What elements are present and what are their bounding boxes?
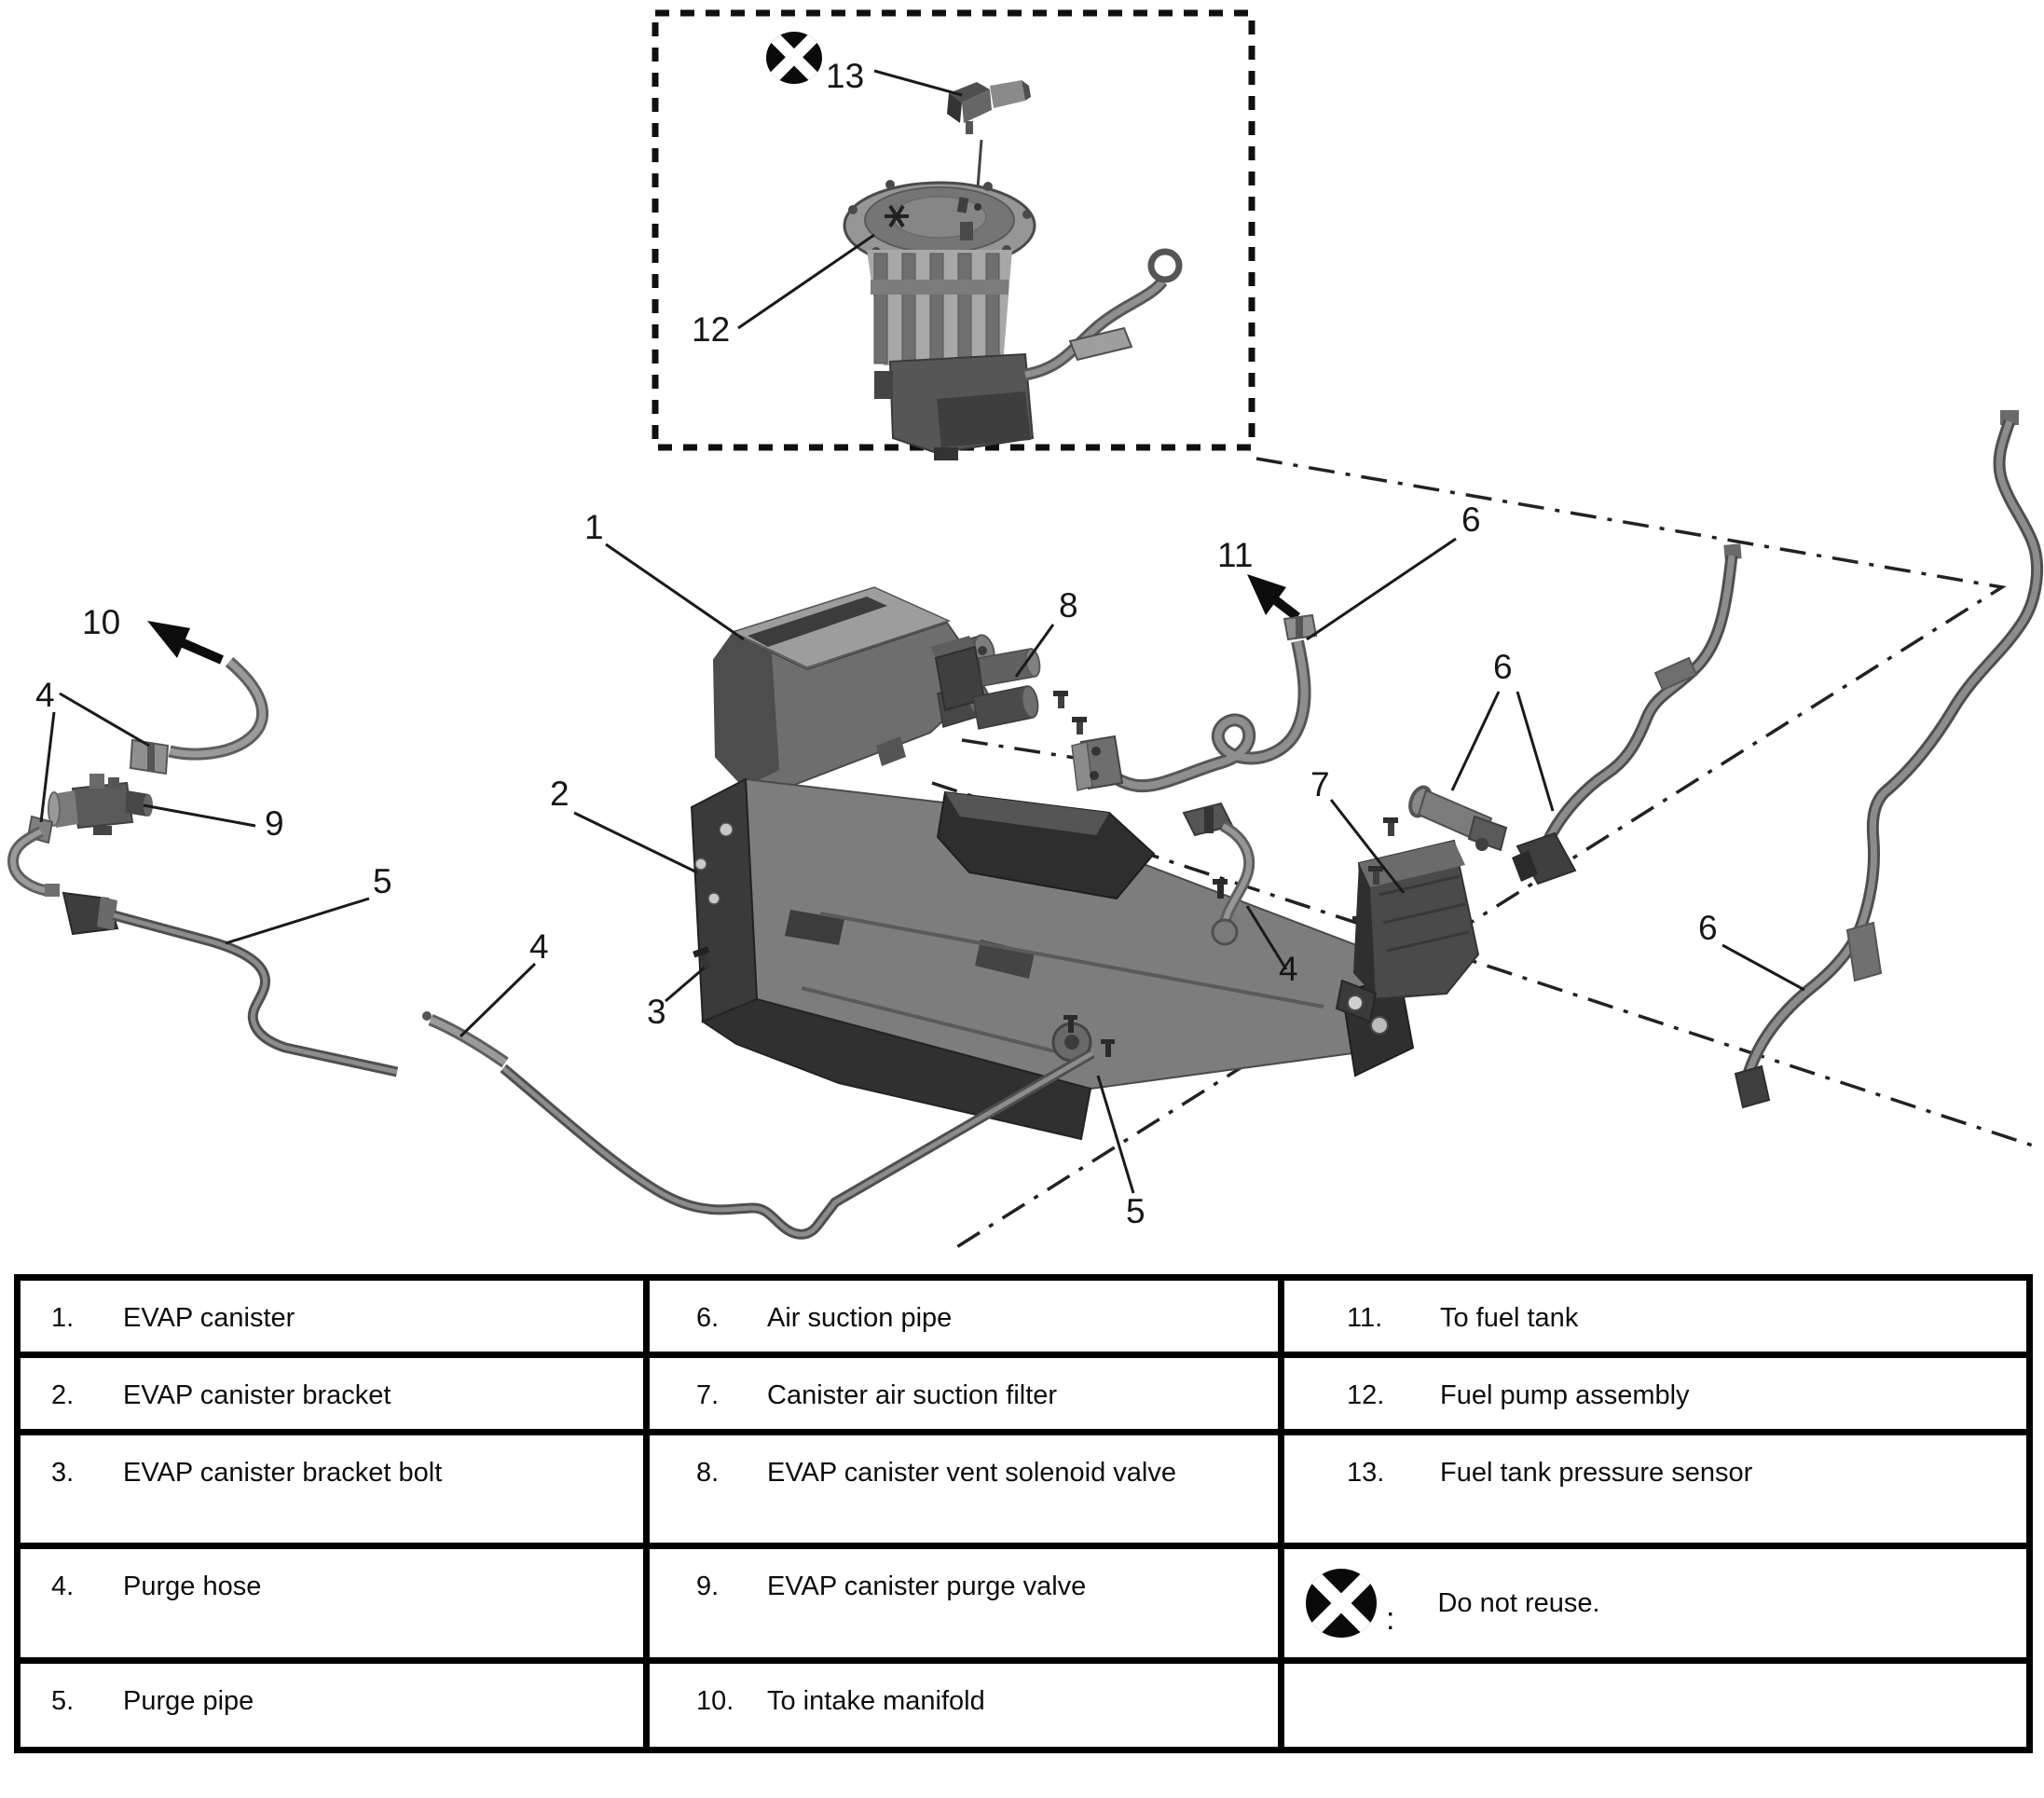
do-not-reuse-icon — [761, 24, 828, 90]
legend-item-5: 5. Purge pipe — [51, 1686, 254, 1716]
callout-6a: 6 — [1461, 501, 1481, 539]
do-not-reuse-colon: : — [1386, 1600, 1395, 1637]
leader-12 — [738, 235, 874, 328]
air-suction-pipe-long-left — [1512, 543, 1742, 884]
callout-4a: 4 — [35, 676, 55, 714]
callout-13: 13 — [826, 57, 865, 95]
table-row — [21, 1543, 2026, 1657]
table-row — [21, 1429, 2026, 1543]
do-not-reuse-icon — [1304, 1567, 1379, 1640]
legend-item-11: 11. To fuel tank — [1278, 1281, 2020, 1352]
legend-item-do-not-reuse — [1278, 1549, 2020, 1657]
purge-pipe-left — [63, 893, 397, 1072]
evap-canister-purge-valve — [48, 774, 153, 835]
callout-6b: 6 — [1493, 648, 1513, 686]
evap-canister-bracket — [692, 779, 1413, 1139]
canister-air-suction-filter — [1337, 817, 1478, 1022]
callout-2: 2 — [550, 775, 569, 813]
callout-12: 12 — [692, 310, 731, 349]
table-row — [21, 1657, 2026, 1747]
callout-4b: 4 — [529, 927, 549, 966]
air-suction-pipe-long-right — [1735, 410, 2037, 1107]
valve-screws — [1053, 691, 1087, 734]
callout-3: 3 — [647, 993, 666, 1031]
air-suction-pipe-elbow — [1406, 785, 1506, 851]
leader-13 — [874, 71, 962, 95]
purge-hose-center — [422, 1011, 505, 1063]
callout-6c: 6 — [1698, 909, 1718, 947]
table-row — [21, 1281, 2026, 1352]
purge-hose-lower-left — [13, 817, 60, 897]
legend-item-6: 6. Air suction pipe — [643, 1281, 1278, 1352]
fuel-pump-inset-box — [655, 13, 1252, 460]
callout-8: 8 — [1059, 586, 1078, 624]
callout-10: 10 — [82, 603, 121, 641]
callout-1: 1 — [584, 508, 604, 546]
legend-item-12: 12. Fuel pump assembly — [1278, 1358, 2020, 1429]
legend-item-10: 10. To intake manifold — [643, 1664, 1278, 1747]
purge-hose-upper-left — [130, 662, 263, 774]
callout-11: 11 — [1217, 536, 1254, 574]
air-suction-pipe-to-tank — [1072, 615, 1316, 790]
legend-item-3: 3. EVAP canister bracket bolt — [51, 1458, 443, 1488]
callout-5a: 5 — [373, 862, 392, 900]
callout-5b: 5 — [1126, 1192, 1145, 1230]
legend-item-2: 2. EVAP canister bracket — [51, 1380, 391, 1410]
fuel-pump-assembly — [844, 180, 1179, 460]
fuel-tank-pressure-sensor — [947, 80, 1031, 188]
table-row — [21, 1352, 2026, 1429]
legend-item-13: 13. Fuel tank pressure sensor — [1278, 1435, 2020, 1543]
arrow-to-intake-manifold — [147, 621, 222, 660]
legend-item-empty — [1278, 1664, 2020, 1747]
legend-item-8: 8. EVAP canister vent solenoid valve — [643, 1435, 1278, 1543]
do-not-reuse-label: Do not reuse. — [1437, 1588, 1600, 1618]
callout-9: 9 — [265, 804, 284, 843]
legend-item-7: 7. Canister air suction filter — [643, 1358, 1278, 1429]
legend-item-9: 9. EVAP canister purge valve — [643, 1549, 1278, 1657]
legend-item-4: 4. Purge hose — [51, 1572, 262, 1601]
callout-7: 7 — [1310, 765, 1330, 803]
arrow-to-fuel-tank — [1247, 574, 1297, 617]
pump-hose — [1025, 252, 1179, 375]
legend-item-1: 1. EVAP canister — [51, 1303, 295, 1333]
legend-table — [14, 1274, 2033, 1753]
callout-4c: 4 — [1279, 950, 1298, 988]
